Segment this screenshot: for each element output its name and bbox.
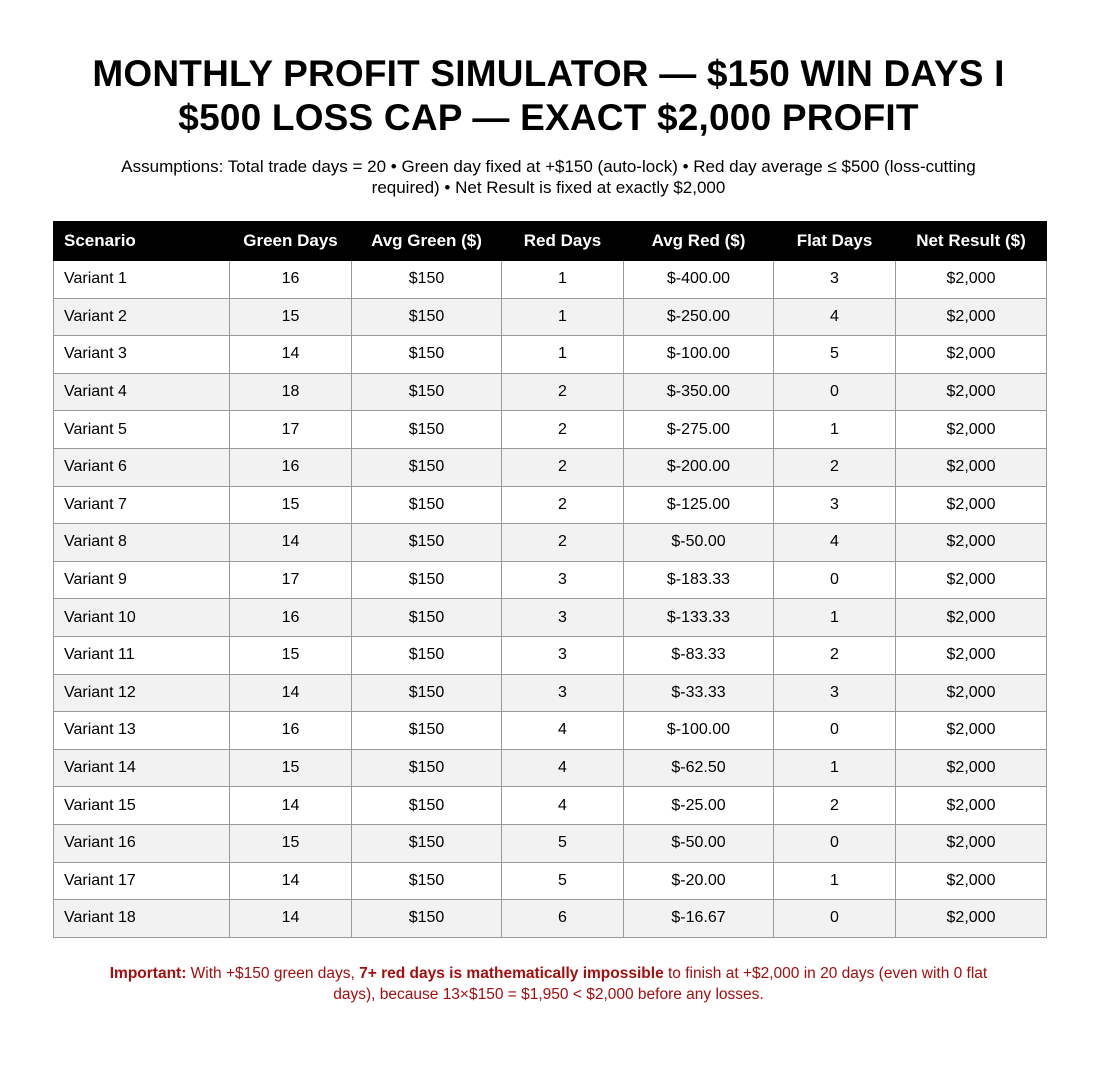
- cell-flat-days: 2: [774, 448, 896, 486]
- table-row: [54, 448, 1047, 486]
- cell-red-days: 2: [502, 486, 624, 524]
- cell-avg-green: $150: [352, 787, 502, 825]
- column-header-flat-days: Flat Days: [774, 222, 896, 261]
- cell-net-result: $2,000: [896, 674, 1047, 712]
- column-header-net-result: Net Result ($): [896, 222, 1047, 261]
- cell-green-days: 15: [230, 486, 352, 524]
- cell-flat-days: 3: [774, 674, 896, 712]
- cell-net-result: $2,000: [896, 486, 1047, 524]
- column-header-avg-red: Avg Red ($): [624, 222, 774, 261]
- cell-net-result: $2,000: [896, 261, 1047, 299]
- cell-scenario: Variant 16: [54, 824, 230, 862]
- note-text-b: to finish at +$2,000 in 20 days (even with 0 flat: [663, 965, 988, 982]
- cell-scenario: Variant 13: [54, 712, 230, 750]
- table-row: [54, 787, 1047, 825]
- cell-scenario: Variant 2: [54, 298, 230, 336]
- cell-avg-red: $-200.00: [624, 448, 774, 486]
- cell-green-days: 14: [230, 862, 352, 900]
- cell-scenario: Variant 1: [54, 261, 230, 299]
- cell-scenario: Variant 6: [54, 448, 230, 486]
- cell-net-result: $2,000: [896, 298, 1047, 336]
- cell-avg-green: $150: [352, 411, 502, 449]
- cell-green-days: 17: [230, 561, 352, 599]
- cell-red-days: 6: [502, 900, 624, 938]
- cell-flat-days: 3: [774, 486, 896, 524]
- cell-red-days: 1: [502, 261, 624, 299]
- cell-green-days: 16: [230, 599, 352, 637]
- assumptions-text: [60, 156, 1037, 198]
- assumptions-line-2: required) • Net Result is fixed at exactly $2,000: [371, 178, 726, 197]
- table-row: [54, 900, 1047, 938]
- simulation-table: [53, 221, 1047, 938]
- cell-red-days: 4: [502, 749, 624, 787]
- cell-avg-green: $150: [352, 373, 502, 411]
- table-row: [54, 561, 1047, 599]
- cell-red-days: 1: [502, 336, 624, 374]
- table-row: [54, 298, 1047, 336]
- cell-green-days: 15: [230, 824, 352, 862]
- cell-avg-red: $-100.00: [624, 336, 774, 374]
- cell-avg-green: $150: [352, 674, 502, 712]
- table-header-row: [54, 222, 1047, 261]
- cell-red-days: 4: [502, 712, 624, 750]
- cell-red-days: 2: [502, 411, 624, 449]
- table-row: [54, 261, 1047, 299]
- page-title: [40, 52, 1057, 140]
- table-row: [54, 749, 1047, 787]
- cell-green-days: 14: [230, 900, 352, 938]
- title-line-2: $500 LOSS CAP — EXACT $2,000 PROFIT: [178, 97, 919, 138]
- cell-red-days: 3: [502, 599, 624, 637]
- cell-avg-green: $150: [352, 900, 502, 938]
- cell-avg-green: $150: [352, 824, 502, 862]
- cell-avg-red: $-350.00: [624, 373, 774, 411]
- cell-net-result: $2,000: [896, 561, 1047, 599]
- cell-red-days: 2: [502, 524, 624, 562]
- cell-net-result: $2,000: [896, 411, 1047, 449]
- cell-scenario: Variant 15: [54, 787, 230, 825]
- cell-net-result: $2,000: [896, 599, 1047, 637]
- cell-scenario: Variant 18: [54, 900, 230, 938]
- cell-avg-red: $-50.00: [624, 524, 774, 562]
- cell-avg-red: $-20.00: [624, 862, 774, 900]
- cell-net-result: $2,000: [896, 900, 1047, 938]
- cell-avg-red: $-83.33: [624, 636, 774, 674]
- cell-flat-days: 3: [774, 261, 896, 299]
- table-row: [54, 524, 1047, 562]
- cell-green-days: 15: [230, 749, 352, 787]
- table-row: [54, 824, 1047, 862]
- cell-avg-red: $-100.00: [624, 712, 774, 750]
- cell-scenario: Variant 9: [54, 561, 230, 599]
- cell-flat-days: 1: [774, 749, 896, 787]
- table-row: [54, 411, 1047, 449]
- cell-scenario: Variant 17: [54, 862, 230, 900]
- column-header-avg-green: Avg Green ($): [352, 222, 502, 261]
- cell-green-days: 16: [230, 448, 352, 486]
- cell-green-days: 16: [230, 261, 352, 299]
- cell-flat-days: 4: [774, 524, 896, 562]
- cell-green-days: 14: [230, 336, 352, 374]
- cell-avg-green: $150: [352, 712, 502, 750]
- cell-scenario: Variant 14: [54, 749, 230, 787]
- table-row: [54, 486, 1047, 524]
- cell-avg-green: $150: [352, 336, 502, 374]
- cell-flat-days: 2: [774, 787, 896, 825]
- column-header-green-days: Green Days: [230, 222, 352, 261]
- cell-net-result: $2,000: [896, 373, 1047, 411]
- cell-red-days: 3: [502, 674, 624, 712]
- cell-flat-days: 0: [774, 824, 896, 862]
- cell-scenario: Variant 3: [54, 336, 230, 374]
- cell-flat-days: 5: [774, 336, 896, 374]
- cell-green-days: 18: [230, 373, 352, 411]
- cell-avg-green: $150: [352, 486, 502, 524]
- cell-scenario: Variant 7: [54, 486, 230, 524]
- cell-avg-green: $150: [352, 636, 502, 674]
- note-line-1: [60, 963, 1037, 984]
- cell-red-days: 3: [502, 561, 624, 599]
- cell-flat-days: 4: [774, 298, 896, 336]
- column-header-scenario: Scenario: [54, 222, 230, 261]
- note-text-a: With +$150 green days,: [186, 965, 360, 982]
- cell-avg-red: $-125.00: [624, 486, 774, 524]
- table-row: [54, 674, 1047, 712]
- cell-net-result: $2,000: [896, 336, 1047, 374]
- cell-flat-days: 1: [774, 411, 896, 449]
- cell-red-days: 5: [502, 824, 624, 862]
- cell-net-result: $2,000: [896, 448, 1047, 486]
- cell-avg-red: $-275.00: [624, 411, 774, 449]
- table-row: [54, 373, 1047, 411]
- cell-green-days: 14: [230, 524, 352, 562]
- cell-green-days: 15: [230, 298, 352, 336]
- table-row: [54, 636, 1047, 674]
- cell-flat-days: 0: [774, 561, 896, 599]
- cell-avg-red: $-16.67: [624, 900, 774, 938]
- table-row: [54, 599, 1047, 637]
- cell-scenario: Variant 12: [54, 674, 230, 712]
- cell-red-days: 2: [502, 373, 624, 411]
- table-row: [54, 336, 1047, 374]
- note-label: Important:: [109, 965, 187, 982]
- cell-avg-green: $150: [352, 749, 502, 787]
- cell-avg-green: $150: [352, 599, 502, 637]
- cell-green-days: 16: [230, 712, 352, 750]
- cell-red-days: 3: [502, 636, 624, 674]
- table-row: [54, 862, 1047, 900]
- cell-green-days: 14: [230, 787, 352, 825]
- cell-scenario: Variant 5: [54, 411, 230, 449]
- note-line-2: days), because 13×$150 = $1,950 < $2,000 before any losses.: [333, 986, 764, 1003]
- cell-avg-green: $150: [352, 561, 502, 599]
- cell-net-result: $2,000: [896, 636, 1047, 674]
- title-line-1: MONTHLY PROFIT SIMULATOR — $150 WIN DAYS I: [92, 53, 1005, 94]
- cell-avg-red: $-62.50: [624, 749, 774, 787]
- cell-green-days: 14: [230, 674, 352, 712]
- cell-avg-red: $-133.33: [624, 599, 774, 637]
- cell-red-days: 4: [502, 787, 624, 825]
- note-emphasis: 7+ red days is mathematically impossible: [359, 965, 664, 982]
- important-note: [60, 963, 1037, 1005]
- cell-net-result: $2,000: [896, 787, 1047, 825]
- cell-avg-red: $-33.33: [624, 674, 774, 712]
- cell-avg-green: $150: [352, 298, 502, 336]
- cell-avg-green: $150: [352, 448, 502, 486]
- cell-red-days: 1: [502, 298, 624, 336]
- cell-scenario: Variant 10: [54, 599, 230, 637]
- cell-green-days: 15: [230, 636, 352, 674]
- cell-net-result: $2,000: [896, 524, 1047, 562]
- cell-green-days: 17: [230, 411, 352, 449]
- column-header-red-days: Red Days: [502, 222, 624, 261]
- cell-red-days: 5: [502, 862, 624, 900]
- cell-avg-green: $150: [352, 862, 502, 900]
- cell-net-result: $2,000: [896, 862, 1047, 900]
- cell-net-result: $2,000: [896, 824, 1047, 862]
- cell-avg-green: $150: [352, 261, 502, 299]
- cell-flat-days: 1: [774, 599, 896, 637]
- cell-flat-days: 1: [774, 862, 896, 900]
- assumptions-line-1: Assumptions: Total trade days = 20 • Green day fixed at +$150 (auto-lock) • Red day average ≤ $500 (loss-cutting: [121, 157, 976, 176]
- cell-flat-days: 0: [774, 712, 896, 750]
- cell-net-result: $2,000: [896, 749, 1047, 787]
- cell-avg-red: $-400.00: [624, 261, 774, 299]
- cell-scenario: Variant 11: [54, 636, 230, 674]
- cell-net-result: $2,000: [896, 712, 1047, 750]
- cell-avg-red: $-183.33: [624, 561, 774, 599]
- cell-flat-days: 2: [774, 636, 896, 674]
- table-body: [54, 261, 1047, 938]
- cell-scenario: Variant 4: [54, 373, 230, 411]
- cell-avg-red: $-250.00: [624, 298, 774, 336]
- cell-flat-days: 0: [774, 373, 896, 411]
- cell-scenario: Variant 8: [54, 524, 230, 562]
- cell-avg-red: $-50.00: [624, 824, 774, 862]
- table-row: [54, 712, 1047, 750]
- cell-red-days: 2: [502, 448, 624, 486]
- cell-flat-days: 0: [774, 900, 896, 938]
- cell-avg-red: $-25.00: [624, 787, 774, 825]
- cell-avg-green: $150: [352, 524, 502, 562]
